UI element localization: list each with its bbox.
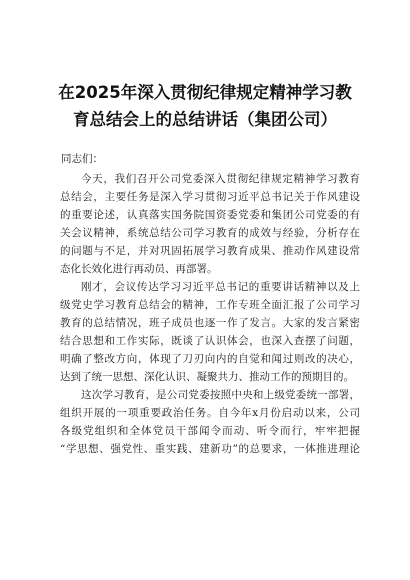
body-line: 明确了整改方向，体现了刀刃向内的自觉和闻过则改的决心，: [60, 353, 360, 365]
salutation: 同志们：: [61, 153, 103, 165]
body-line: 的问题与不足，并对巩固拓展学习教育成果、推动作风建设常: [60, 245, 360, 257]
document-title: [44, 79, 366, 133]
body-line: 结合思想和工作实际，既谈了认识体会，也深入查摆了问题，: [60, 335, 360, 347]
body-line: 级党史学习教育总结会的精神，工作专班全面汇报了公司学习: [60, 299, 360, 311]
body-line: 组织开展的一项重要政治任务。自今年x月份启动以来，公司: [60, 407, 360, 419]
title-line-2: 育总结会上的总结讲话（集团公司）: [73, 110, 337, 129]
body-line: 各级党组织和全体党员干部闻令而动、听令而行，牢牢把握: [60, 425, 360, 437]
body-line: 达到了统一思想、深化认识、凝聚共力、推动工作的预期目的。: [60, 371, 354, 383]
body-line: 关会议精神，系统总结公司学习教育的成效与经验，分析存在: [60, 227, 360, 239]
body-line: 的重要论述，认真落实国务院国资委党委和集团公司党委的有: [60, 209, 360, 221]
body-line: 态化长效化进行再动员、再部署。: [60, 263, 218, 275]
body-line: 刚才，会议传达学习习近平总书记的重要讲话精神以及上: [81, 281, 360, 293]
body-line: 总结会，主要任务是深入学习贯彻习近平总书记关于作风建设: [60, 191, 360, 203]
body-line: 教育的总结情况，班子成员也逐一作了发言。大家的发言紧密: [60, 317, 360, 329]
title-line-1: 在2025年深入贯彻纪律规定精神学习教: [58, 83, 352, 102]
body-line: 这次学习教育，是公司党委按照中央和上级党委统一部署，: [81, 389, 360, 401]
body-line: “学思想、强党性、重实践、建新功”的总要求，一体推进理论: [60, 443, 360, 455]
body-line: 今天，我们召开公司党委深入贯彻纪律规定精神学习教育: [81, 173, 360, 185]
